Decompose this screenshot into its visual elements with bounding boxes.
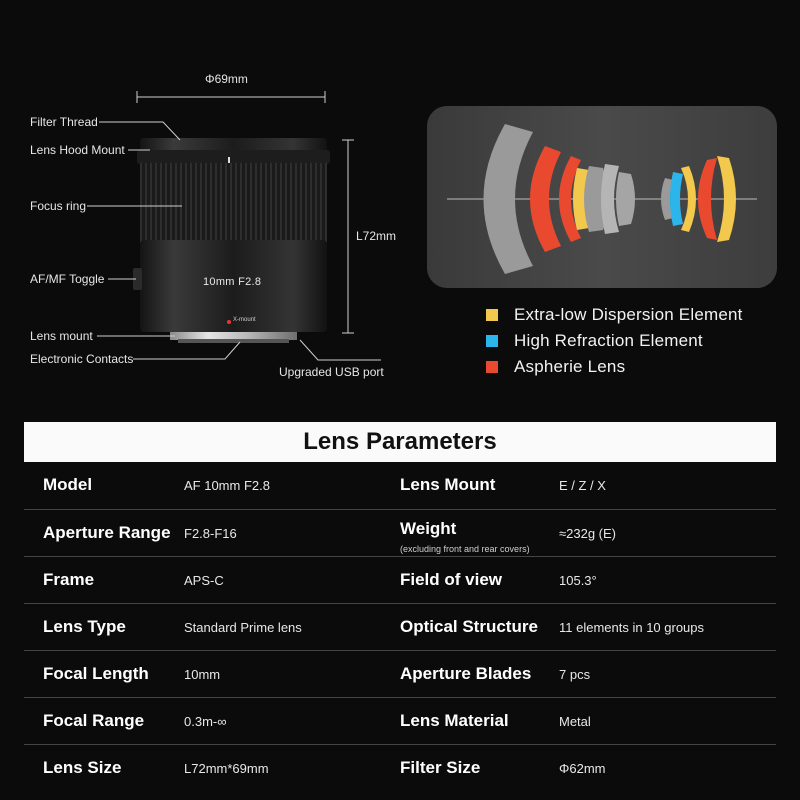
param-label: Optical Structure <box>400 617 538 636</box>
callout-electronic-contacts: Electronic Contacts <box>30 352 134 366</box>
lens-body <box>133 138 330 343</box>
legend-label: High Refraction Element <box>514 331 703 350</box>
param-label: Focal Range <box>43 711 145 730</box>
optical-element <box>616 172 635 226</box>
legend-swatch-blue <box>486 335 498 347</box>
legend-label: Aspherie Lens <box>514 357 626 376</box>
params-table <box>24 462 776 791</box>
lens-marking: 10mm F2.8 <box>203 276 262 288</box>
param-value: L72mm*69mm <box>184 761 269 776</box>
param-sublabel: (excluding front and rear covers) <box>400 544 530 554</box>
diameter-label: Φ69mm <box>205 72 248 86</box>
param-label: Lens Material <box>400 711 509 730</box>
table-row <box>24 650 776 697</box>
param-value: 105.3° <box>559 573 597 588</box>
param-value: AF 10mm F2.8 <box>184 478 270 493</box>
param-value: ≈232g (E) <box>559 526 616 541</box>
table-row <box>24 509 776 556</box>
param-label: Frame <box>43 570 95 589</box>
param-value: Φ62mm <box>559 761 606 776</box>
legend-label: Extra-low Dispersion Element <box>514 305 743 324</box>
param-label: Lens Size <box>43 758 122 777</box>
param-label: Filter Size <box>400 758 481 777</box>
param-value: 7 pcs <box>559 667 591 682</box>
param-label: Focal Length <box>43 664 149 683</box>
param-value: 11 elements in 10 groups <box>559 620 705 635</box>
callout-focus-ring: Focus ring <box>30 199 87 213</box>
legend-swatch-red <box>486 361 498 373</box>
table-row <box>24 462 776 509</box>
callout-lens-hood-mount: Lens Hood Mount <box>30 143 125 157</box>
param-label: Model <box>43 475 93 494</box>
legend-swatch-yellow <box>486 309 498 321</box>
param-label: Weight <box>400 519 457 538</box>
table-row <box>24 556 776 603</box>
table-row <box>24 603 776 650</box>
optical-structure-panel <box>427 106 777 288</box>
callout-af-mf-toggle: AF/MF Toggle <box>30 272 105 286</box>
legend-item <box>486 302 743 328</box>
param-label: Aperture Blades <box>400 664 532 683</box>
param-label: Aperture Range <box>43 523 171 542</box>
param-label: Field of view <box>400 570 503 589</box>
param-value: Standard Prime lens <box>184 620 302 635</box>
mount-marking: X-mount <box>233 317 256 323</box>
optical-elements-diagram <box>427 106 777 288</box>
table-row <box>24 744 776 791</box>
legend-item <box>486 328 743 354</box>
diameter-dimension <box>137 91 325 103</box>
param-value: APS-C <box>184 573 224 588</box>
length-label: L72mm <box>356 229 397 243</box>
params-header <box>24 422 776 462</box>
param-value: E / Z / X <box>559 478 606 493</box>
param-value: F2.8-F16 <box>184 526 237 541</box>
param-value: Metal <box>559 714 591 729</box>
legend-item <box>486 354 743 380</box>
callout-usb-port: Upgraded USB port <box>279 365 384 379</box>
callout-filter-thread: Filter Thread <box>30 115 98 129</box>
params-title: Lens Parameters <box>303 428 497 455</box>
length-dimension <box>342 140 354 333</box>
element-legend <box>486 302 743 380</box>
param-value: 0.3m-∞ <box>184 714 227 729</box>
param-value: 10mm <box>184 667 221 682</box>
param-label: Lens Type <box>43 617 126 636</box>
param-label: Lens Mount <box>400 475 496 494</box>
table-row <box>24 697 776 744</box>
callout-lens-mount: Lens mount <box>30 329 93 343</box>
